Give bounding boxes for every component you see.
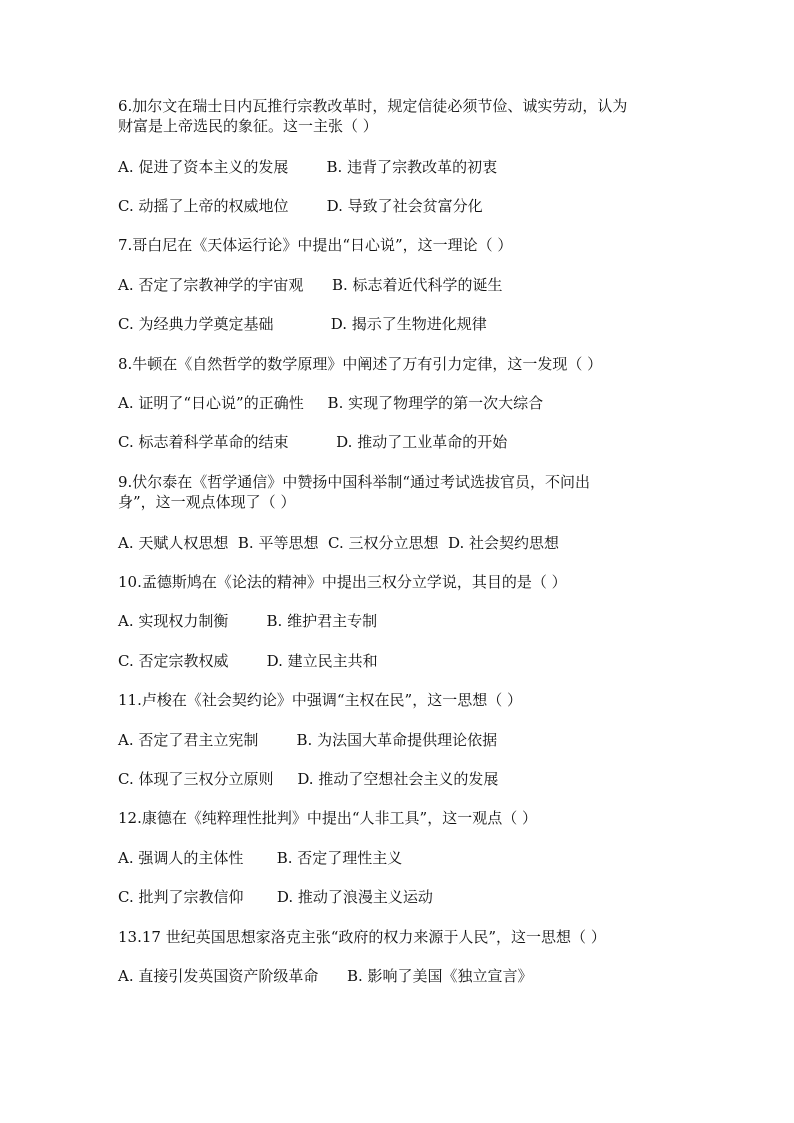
question-10-stem: 10.孟德斯鸠在《论法的精神》中提出三权分立学说，其目的是（ ） [118, 573, 567, 591]
question-13-stem: 13.17 世纪英国思想家洛克主张“政府的权力来源于人民”，这一思想（ ） [118, 928, 606, 946]
question-9-stem-line-2: 身”，这一观点体现了（ ） [118, 493, 296, 511]
question-9-options: A. 天赋人权思想 B. 平等思想 C. 三权分立思想 D. 社会契约思想 [118, 534, 560, 552]
question-6-stem-line-2: 财富是上帝选民的象征。这一主张（ ） [118, 117, 378, 135]
question-10-options-ab: A. 实现权力制衡 B. 维护君主专制 [118, 612, 378, 630]
question-12-options-ab: A. 强调人的主体性 B. 否定了理性主义 [118, 849, 403, 867]
question-12-stem: 12.康德在《纯粹理性批判》中提出“人非工具”，这一观点（ ） [118, 809, 537, 827]
question-7-options-ab: A. 否定了宗教神学的宇宙观 B. 标志着近代科学的诞生 [118, 276, 503, 294]
question-12-options-cd: C. 批判了宗教信仰 D. 推动了浪漫主义运动 [118, 888, 433, 906]
question-7-options-cd: C. 为经典力学奠定基础 D. 揭示了生物进化规律 [118, 315, 487, 333]
question-9-stem-line-1: 9.伏尔泰在《哲学通信》中赞扬中国科举制“通过考试选拔官员，不问出 [118, 473, 590, 491]
question-6-options-cd: C. 动摇了上帝的权威地位 D. 导致了社会贫富分化 [118, 197, 483, 215]
question-13-options-ab: A. 直接引发英国资产阶级革命 B. 影响了美国《独立宣言》 [118, 967, 533, 985]
question-8-stem: 8.牛顿在《自然哲学的数学原理》中阐述了万有引力定律，这一发现（ ） [118, 355, 603, 373]
question-6-options-ab: A. 促进了资本主义的发展 B. 违背了宗教改革的初衷 [118, 158, 498, 176]
question-11-options-ab: A. 否定了君主立宪制 B. 为法国大革命提供理论依据 [118, 731, 498, 749]
question-6-stem-line-1: 6.加尔文在瑞士日内瓦推行宗教改革时，规定信徒必须节俭、诚实劳动，认为 [118, 97, 628, 115]
question-11-options-cd: C. 体现了三权分立原则 D. 推动了空想社会主义的发展 [118, 770, 499, 788]
question-8-options-cd: C. 标志着科学革命的结束 D. 推动了工业革命的开始 [118, 433, 508, 451]
question-7-stem: 7.哥白尼在《天体运行论》中提出“日心说”，这一理论（ ） [118, 236, 513, 254]
question-11-stem: 11.卢梭在《社会契约论》中强调“主权在民”，这一思想（ ） [118, 691, 522, 709]
question-10-options-cd: C. 否定宗教权威 D. 建立民主共和 [118, 652, 378, 670]
question-8-options-ab: A. 证明了“日心说”的正确性 B. 实现了物理学的第一次大综合 [118, 394, 544, 412]
